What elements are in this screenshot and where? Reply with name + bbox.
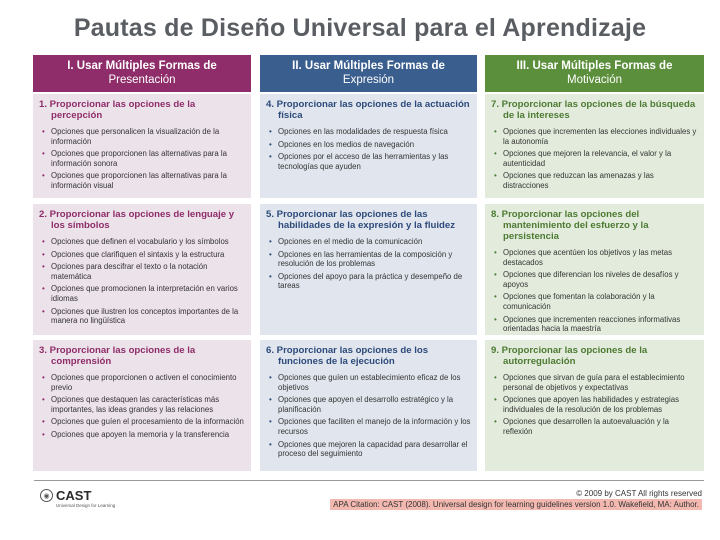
- column-header-expresion: [260, 55, 477, 92]
- guideline-item: • Opciones para descifrar el texto o la notación matemática: [39, 262, 245, 281]
- column-header-title: II. Usar Múltiples Formas de: [292, 60, 445, 72]
- guideline-item: • Opciones en los medios de navegación: [266, 140, 471, 150]
- apa-citation: APA Citation: CAST (2008). Universal design for learning guidelines version 1.0. Wakefield, MA: Author.: [330, 499, 702, 510]
- column-header-subtitle: Expresión: [342, 74, 395, 86]
- cast-logo-icon: ◉: [40, 489, 53, 502]
- guideline-item: • Opciones en las modalidades de respuesta física: [266, 127, 471, 137]
- guideline-item: • Opciones que reduzcan las amenazas y las distracciones: [491, 171, 698, 190]
- guideline-item: • Opciones que personalicen la visualización de la información: [39, 127, 245, 146]
- column-header-presentacion: [33, 55, 251, 92]
- guideline-cell-1: [33, 94, 251, 198]
- guideline-cell-4: [260, 94, 477, 198]
- guideline-item: • Opciones que guíen un establecimiento eficaz de los objetivos: [266, 373, 471, 392]
- column-header-title: I. Usar Múltiples Formas de: [67, 60, 217, 72]
- guideline-item: • Opciones que ilustren los conceptos importantes de la manera no lingüística: [39, 307, 245, 326]
- guideline-item: • Opciones que promocionen la interpretación en varios idiomas: [39, 284, 245, 303]
- guideline-title: 3. Proporcionar las opciones de la comprensión: [39, 345, 196, 367]
- guideline-item: • Opciones que fomentan la colaboración y la comunicación: [491, 292, 698, 311]
- guideline-item: • Opciones que mejoren la relevancia, el valor y la autenticidad: [491, 149, 698, 168]
- guideline-title: 1. Proporcionar las opciones de la percepción: [39, 99, 196, 121]
- guideline-item: • Opciones que desarrollen la autoevaluación y la reflexión: [491, 417, 698, 436]
- guideline-title: 8. Proporcionar las opciones del mantenimiento del esfuerzo y la persistencia: [491, 209, 649, 242]
- column-header-subtitle: Presentación: [108, 74, 176, 86]
- page-title: Pautas de Diseño Universal para el Aprendizaje: [73, 14, 647, 42]
- guideline-cell-7: [485, 94, 704, 198]
- cast-logo-subtitle: Universal Design for Learning: [56, 503, 116, 508]
- guideline-item: • Opciones que proporcionen o activen el conocimiento previo: [39, 373, 245, 392]
- column-header-motivacion: [485, 55, 704, 92]
- guideline-item: • Opciones que proporcionen las alternativas para la información visual: [39, 171, 245, 190]
- guideline-item: • Opciones en el medio de la comunicación: [266, 237, 471, 247]
- guideline-item: • Opciones que incrementen reacciones informativas orientadas hacia la maestría: [491, 315, 698, 334]
- guideline-title: 2. Proporcionar las opciones de lenguaje y los símbolos: [39, 209, 235, 231]
- guideline-item: • Opciones que guíen el procesamiento de la información: [39, 417, 245, 427]
- guideline-item: • Opciones que destaquen las características más importantes, las ideas grandes y las relaciones: [39, 395, 245, 414]
- guideline-item: • Opciones que acentúen los objetivos y las metas destacados: [491, 248, 698, 267]
- guideline-item: • Opciones que proporcionen las alternativas para la información sonora: [39, 149, 245, 168]
- guideline-item: • Opciones que definen el vocabulario y los símbolos: [39, 237, 245, 247]
- guideline-title: 4. Proporcionar las opciones de la actuación física: [266, 99, 470, 121]
- footer-divider: [34, 480, 704, 481]
- guideline-item: • Opciones que mejoren la capacidad para desarrollar el proceso del seguimiento: [266, 440, 471, 459]
- guideline-cell-2: [33, 204, 251, 335]
- column-header-subtitle: Motivación: [567, 74, 622, 86]
- guideline-title: 9. Proporcionar las opciones de la autorregulación: [491, 345, 648, 367]
- guideline-title: 5. Proporcionar las opciones de las habilidades de la expresión y la fluidez: [266, 209, 456, 231]
- guideline-item: • Opciones en las herramientas de la composición y resolución de los problemas: [266, 250, 471, 269]
- cast-logo-text: CAST: [56, 488, 92, 503]
- cast-logo: [40, 489, 91, 502]
- guideline-cell-5: [260, 204, 477, 335]
- guideline-item: • Opciones del apoyo para la práctica y desempeño de tareas: [266, 272, 471, 291]
- guideline-item: • Opciones por el acceso de las herramientas y las tecnologías que ayuden: [266, 152, 471, 171]
- guideline-item: • Opciones que apoyen las habilidades y estrategias individuales de la resolución de los problemas: [491, 395, 698, 414]
- guideline-item: • Opciones que incrementen las elecciones individuales y la autonomía: [491, 127, 698, 146]
- guideline-item: • Opciones que faciliten el manejo de la información y los recursos: [266, 417, 471, 436]
- guideline-item: • Opciones que apoyen el desarrollo estratégico y la planificación: [266, 395, 471, 414]
- guideline-cell-6: [260, 340, 477, 471]
- guideline-item: • Opciones que clarifiquen el sintaxis y la estructura: [39, 250, 245, 260]
- guideline-cell-9: [485, 340, 704, 471]
- copyright-notice: © 2009 by CAST All rights reserved: [576, 489, 702, 498]
- guideline-title: 7. Proporcionar las opciones de la búsqueda de la intereses: [491, 99, 696, 121]
- guideline-item: • Opciones que apoyen la memoria y la transferencia: [39, 430, 245, 440]
- guideline-cell-3: [33, 340, 251, 471]
- guideline-item: • Opciones que sirvan de guía para el establecimiento personal de objetivos y expectativas: [491, 373, 698, 392]
- guideline-title: 6. Proporcionar las opciones de los funciones de la ejecución: [266, 345, 429, 367]
- guideline-cell-8: [485, 204, 704, 335]
- column-header-title: III. Usar Múltiples Formas de: [516, 60, 673, 72]
- guideline-item: • Opciones que diferencian los niveles de desafíos y apoyos: [491, 270, 698, 289]
